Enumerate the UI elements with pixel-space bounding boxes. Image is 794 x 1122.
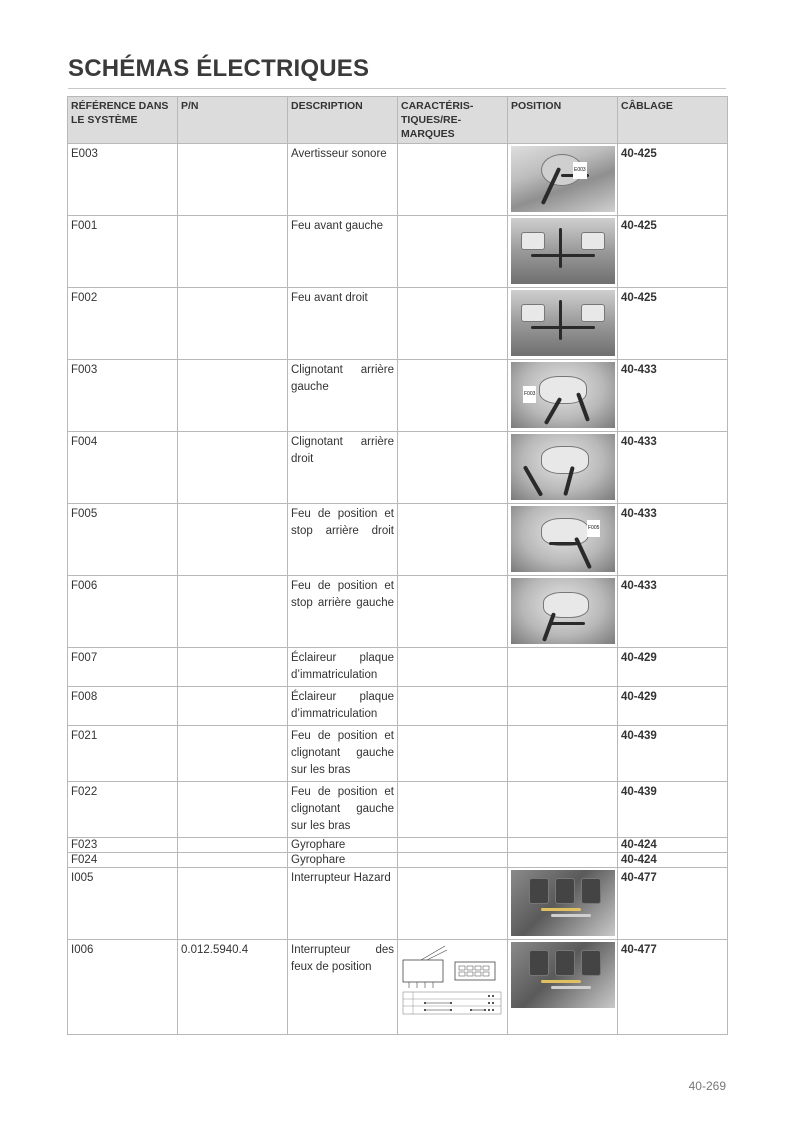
- header-desc: DESCRIPTION: [288, 97, 398, 144]
- table-row: [68, 144, 728, 216]
- ref-cell: F007: [68, 648, 178, 687]
- horn-photo: [511, 146, 615, 212]
- car-cell: [398, 687, 508, 726]
- position-cell: [508, 648, 618, 687]
- switch-schematic: [401, 942, 503, 1016]
- ref-cell: I005: [68, 868, 178, 940]
- cable-cell: 40-433: [618, 576, 728, 648]
- headlight-photo: [511, 218, 615, 284]
- page-title: SCHÉMAS ÉLECTRIQUES: [68, 55, 370, 82]
- ref-cell: F022: [68, 782, 178, 838]
- desc-cell: Avertisseur sonore: [288, 144, 398, 216]
- desc-cell: Gyrophare: [288, 838, 398, 853]
- position-cell: [508, 940, 618, 1035]
- car-cell: [398, 782, 508, 838]
- switch-photo: [511, 942, 615, 1008]
- ref-cell: F023: [68, 838, 178, 853]
- car-cell: [398, 288, 508, 360]
- table-row: [68, 868, 728, 940]
- table-row: [68, 940, 728, 1035]
- car-cell: [398, 853, 508, 868]
- position-cell: [508, 432, 618, 504]
- table-row: [68, 216, 728, 288]
- photo-label: F005: [587, 520, 600, 537]
- cable-cell: 40-425: [618, 144, 728, 216]
- table-row: [68, 687, 728, 726]
- ref-cell: F002: [68, 288, 178, 360]
- table-header-row: [68, 97, 728, 144]
- photo-label: E003: [573, 162, 587, 179]
- table-row: [68, 782, 728, 838]
- desc-cell: Clignotant arrière droit: [288, 432, 398, 504]
- ref-cell: F024: [68, 853, 178, 868]
- ref-cell: F006: [68, 576, 178, 648]
- header-cab: CÂBLAGE: [618, 97, 728, 144]
- pn-cell: [178, 853, 288, 868]
- car-cell: [398, 838, 508, 853]
- desc-cell: Feu avant droit: [288, 288, 398, 360]
- pn-cell: [178, 360, 288, 432]
- pn-cell: [178, 648, 288, 687]
- photo-label: F003: [523, 386, 536, 403]
- position-cell: [508, 576, 618, 648]
- header-ref: RÉFÉRENCE DANS LE SYSTÈME: [68, 97, 178, 144]
- switch-photo: [511, 870, 615, 936]
- table-row: [68, 504, 728, 576]
- position-cell: [508, 853, 618, 868]
- pn-cell: [178, 216, 288, 288]
- headlight-photo: [511, 290, 615, 356]
- pn-cell: [178, 838, 288, 853]
- car-cell: [398, 868, 508, 940]
- table-row: [68, 726, 728, 782]
- ref-cell: I006: [68, 940, 178, 1035]
- ref-cell: F008: [68, 687, 178, 726]
- table-row: [68, 648, 728, 687]
- car-cell: [398, 144, 508, 216]
- desc-cell: Feu de position et clignotant gauche sur les bras: [288, 726, 398, 782]
- pn-cell: [178, 504, 288, 576]
- pn-cell: [178, 726, 288, 782]
- car-cell: [398, 216, 508, 288]
- header-pos: POSITION: [508, 97, 618, 144]
- position-cell: [508, 726, 618, 782]
- desc-cell: Clignotant arrière gauche: [288, 360, 398, 432]
- cable-cell: 40-429: [618, 687, 728, 726]
- position-cell: [508, 504, 618, 576]
- ref-cell: F003: [68, 360, 178, 432]
- pn-cell: [178, 687, 288, 726]
- car-cell: [398, 576, 508, 648]
- position-cell: [508, 144, 618, 216]
- cable-cell: 40-425: [618, 288, 728, 360]
- car-cell: [398, 726, 508, 782]
- car-cell: [398, 432, 508, 504]
- table-row: [68, 576, 728, 648]
- pn-cell: [178, 432, 288, 504]
- position-cell: [508, 868, 618, 940]
- desc-cell: Feu avant gauche: [288, 216, 398, 288]
- ref-cell: E003: [68, 144, 178, 216]
- car-cell: [398, 648, 508, 687]
- rear-light-photo: [511, 578, 615, 644]
- desc-cell: Éclaireur plaque d’immatriculation: [288, 648, 398, 687]
- title-divider: [68, 88, 726, 89]
- cable-cell: 40-433: [618, 432, 728, 504]
- car-cell: [398, 940, 508, 1035]
- desc-cell: Gyrophare: [288, 853, 398, 868]
- pn-cell: [178, 868, 288, 940]
- rear-light-photo: [511, 434, 615, 500]
- position-cell: [508, 288, 618, 360]
- ref-cell: F001: [68, 216, 178, 288]
- cable-cell: 40-429: [618, 648, 728, 687]
- desc-cell: Feu de position et stop arrière gauche: [288, 576, 398, 648]
- position-cell: [508, 687, 618, 726]
- cable-cell: 40-425: [618, 216, 728, 288]
- cable-cell: 40-439: [618, 726, 728, 782]
- car-cell: [398, 360, 508, 432]
- table-row: [68, 432, 728, 504]
- cable-cell: 40-477: [618, 940, 728, 1035]
- cable-cell: 40-439: [618, 782, 728, 838]
- table-row: [68, 838, 728, 853]
- pn-cell: [178, 576, 288, 648]
- rear-light-photo: [511, 506, 615, 572]
- header-pn: P/N: [178, 97, 288, 144]
- cable-cell: 40-424: [618, 853, 728, 868]
- position-cell: [508, 838, 618, 853]
- wiring-table: [67, 96, 728, 1035]
- desc-cell: Interrupteur des feux de position: [288, 940, 398, 1035]
- pn-cell: 0.012.5940.4: [178, 940, 288, 1035]
- ref-cell: F021: [68, 726, 178, 782]
- pn-cell: [178, 288, 288, 360]
- header-car: CARACTÉRIS-TIQUES/RE-MARQUES: [398, 97, 508, 144]
- page-number: 40-269: [688, 1079, 726, 1093]
- desc-cell: Feu de position et stop arrière droit: [288, 504, 398, 576]
- pn-cell: [178, 144, 288, 216]
- car-cell: [398, 504, 508, 576]
- pn-cell: [178, 782, 288, 838]
- rear-light-photo: [511, 362, 615, 428]
- ref-cell: F005: [68, 504, 178, 576]
- table-row: [68, 360, 728, 432]
- cable-cell: 40-433: [618, 504, 728, 576]
- table-row: [68, 288, 728, 360]
- position-cell: [508, 216, 618, 288]
- ref-cell: F004: [68, 432, 178, 504]
- position-cell: [508, 360, 618, 432]
- position-cell: [508, 782, 618, 838]
- table-row: [68, 853, 728, 868]
- desc-cell: Feu de position et clignotant gauche sur les bras: [288, 782, 398, 838]
- desc-cell: Éclaireur plaque d’immatriculation: [288, 687, 398, 726]
- cable-cell: 40-433: [618, 360, 728, 432]
- desc-cell: Interrupteur Hazard: [288, 868, 398, 940]
- cable-cell: 40-424: [618, 838, 728, 853]
- cable-cell: 40-477: [618, 868, 728, 940]
